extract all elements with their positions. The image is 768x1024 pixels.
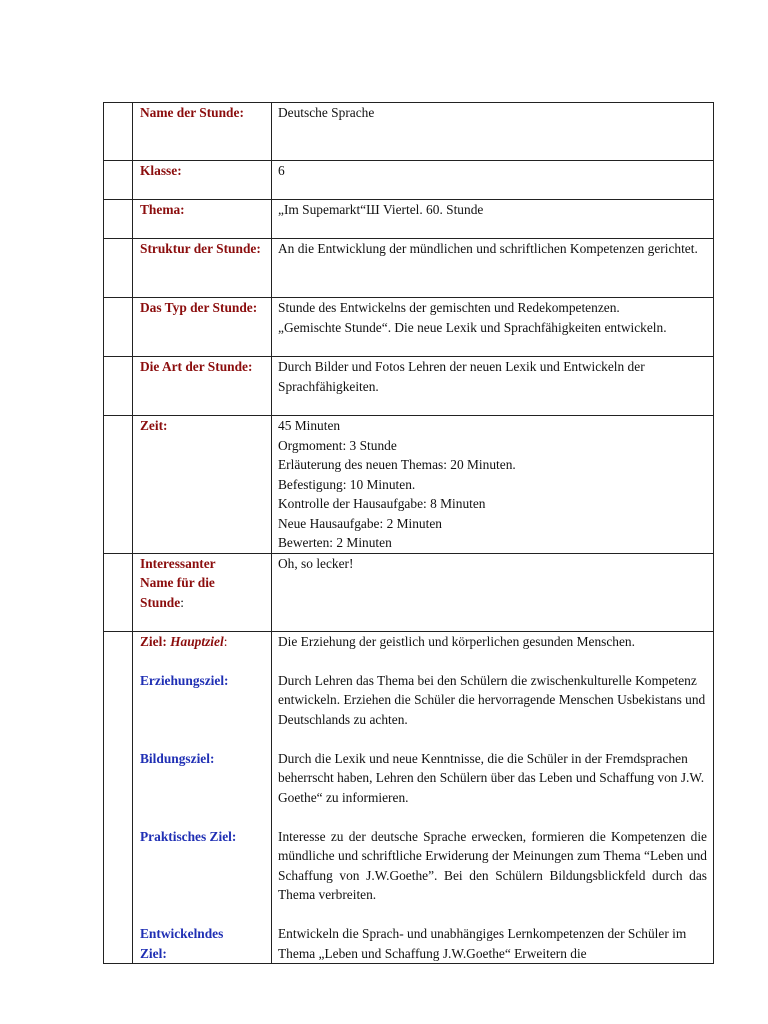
bildungsziel-value: Durch die Lexik und neue Kenntnisse, die die Schüler in der Fremdsprachen beherrscht haben, Lehren den Schülern über das Leben und Schaffung von J.W. Goethe“ zu informieren.: [278, 750, 705, 805]
empty-cell: [104, 298, 133, 357]
empty-cell: [104, 103, 133, 161]
zeit-line: 45 Minuten: [278, 418, 341, 433]
empty-cell: [104, 631, 133, 964]
row-label-cell: [133, 631, 272, 964]
hauptziel-value: Die Erziehung der geistlich und körperlichen gesunden Menschen.: [278, 633, 635, 649]
hauptziel-label: Hauptziel: [170, 633, 224, 649]
table-row-typ: [104, 298, 714, 357]
name-value: Deutsche Sprache: [278, 105, 375, 120]
erziehungsziel-value: Durch Lehren das Thema bei den Schülern die zwischenkulturelle Kompetenz entwickeln. Erziehen die Schüler die hervorragende Menschen Usbekistans und Deutschlands zu achten.: [278, 672, 706, 727]
struktur-label: Struktur der Stunde:: [140, 241, 261, 256]
zeit-line: Kontrolle der Hausaufgabe: 8 Minuten: [278, 496, 486, 511]
row-label-cell: [133, 416, 272, 554]
bildungsziel-label: Bildungsziel:: [140, 750, 215, 766]
row-value-cell: [272, 631, 714, 964]
table-row-name: [104, 103, 714, 161]
thema-label: Thema:: [140, 202, 185, 217]
row-value-cell: [272, 298, 714, 357]
table-row-zeit: [104, 416, 714, 554]
entwickelndes-ziel-value: Entwickeln die Sprach- und unabhängiges Lernkompetenzen der Schüler im Thema „Leben und Schaffung J.W.Goethe“ Erweitern die: [278, 926, 687, 961]
empty-cell: [104, 416, 133, 554]
row-label-cell: [133, 357, 272, 416]
row-value-cell: [272, 416, 714, 554]
row-value-cell: [272, 200, 714, 239]
praktisches-ziel-label: Praktisches Ziel:: [140, 828, 237, 844]
zeit-line: Erläuterung des neuen Themas: 20 Minuten.: [278, 457, 516, 472]
table-row-thema: [104, 200, 714, 239]
zeit-line: Bewerten: 2 Minuten: [278, 535, 392, 550]
row-value-cell: [272, 239, 714, 298]
zeit-line: Befestigung: 10 Minuten.: [278, 476, 416, 492]
interessant-label-colon: :: [180, 594, 184, 610]
praktisches-ziel-value: Interesse zu der deutsche Sprache erwecken, formieren die Kompetenzen die mündliche und schriftliche Erwiderung der Meinungen zum Thema “Leben und Schaffung von J.W.Goethe”. Bei den Schülern Bildungsblickfeld durch das Thema verbreiten.: [278, 828, 707, 902]
art-value: Durch Bilder und Fotos Lehren der neuen Lexik und Entwickeln der Sprachfähigkeiten.: [278, 359, 645, 394]
row-label-cell: [133, 553, 272, 631]
empty-cell: [104, 357, 133, 416]
entwickelndes-ziel-label-line2: Ziel:: [140, 945, 167, 961]
row-label-cell: [133, 161, 272, 200]
empty-cell: [104, 239, 133, 298]
table-row-struktur: [104, 239, 714, 298]
row-value-cell: [272, 357, 714, 416]
entwickelndes-ziel-label-line1: Entwickelndes: [140, 926, 224, 941]
row-label-cell: [133, 239, 272, 298]
interessant-label-line3: Stunde: [140, 594, 181, 610]
empty-cell: [104, 553, 133, 631]
zeit-line: Neue Hausaufgabe: 2 Minuten: [278, 515, 442, 531]
interessant-label-line2: Name für die: [140, 575, 215, 590]
zeit-line: Orgmoment: 3 Stunde: [278, 437, 397, 453]
row-label-cell: [133, 298, 272, 357]
art-label: Die Art der Stunde:: [140, 359, 253, 374]
row-label-cell: [133, 200, 272, 239]
hauptziel-colon: :: [223, 633, 228, 649]
typ-value-line1: Stunde des Entwickelns der gemischten und Redekompetenzen.: [278, 300, 620, 315]
row-value-cell: [272, 161, 714, 200]
interessant-label-line1: Interessanter: [140, 555, 216, 571]
empty-cell: [104, 161, 133, 200]
struktur-value: An die Entwicklung der mündlichen und schriftlichen Kompetenzen gerichtet.: [278, 241, 698, 256]
thema-value: „Im Supemarkt“Ш Viertel. 60. Stunde: [278, 202, 484, 217]
table-row-interessant: [104, 553, 714, 631]
table-row-art: [104, 357, 714, 416]
row-value-cell: [272, 103, 714, 161]
ziel-prefix-label: Ziel:: [140, 633, 171, 649]
empty-cell: [104, 200, 133, 239]
interessant-value: Oh, so lecker!: [278, 555, 354, 571]
zeit-label: Zeit:: [140, 418, 168, 433]
klasse-value: 6: [278, 163, 285, 178]
typ-label: Das Typ der Stunde:: [140, 300, 258, 315]
lesson-plan-table: [103, 102, 714, 964]
typ-value-line2: „Gemischte Stunde“. Die neue Lexik und Sprachfähigkeiten entwickeln.: [278, 319, 667, 335]
table-row-klasse: [104, 161, 714, 200]
row-label-cell: [133, 103, 272, 161]
erziehungsziel-label: Erziehungsziel:: [140, 672, 229, 688]
klasse-label: Klasse:: [140, 163, 182, 178]
table-row-ziele: [104, 631, 714, 964]
name-label: Name der Stunde:: [140, 105, 244, 120]
row-value-cell: [272, 553, 714, 631]
